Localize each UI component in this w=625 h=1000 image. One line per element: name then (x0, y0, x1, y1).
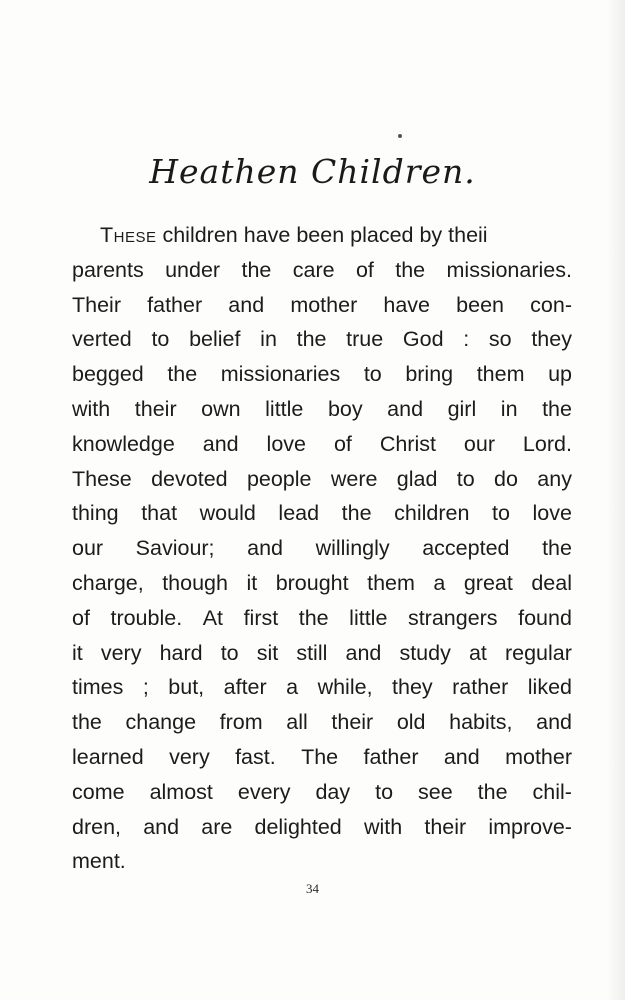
word: every (237, 779, 291, 804)
text-line-content (72, 740, 572, 775)
word: Their (72, 292, 121, 317)
word: trouble. (110, 605, 183, 630)
word: to (375, 779, 394, 804)
text-line-content (72, 670, 572, 705)
word: the (296, 327, 327, 352)
word: and (536, 710, 572, 735)
word: in (260, 327, 277, 352)
word: thing (72, 501, 119, 526)
opening-word: These (100, 223, 157, 247)
page-edge-shadow (607, 0, 625, 1000)
word: and (143, 814, 180, 839)
word: begged (72, 362, 144, 387)
word: deal (531, 570, 572, 595)
text-line (72, 810, 572, 845)
text-line (72, 844, 572, 879)
word: true (346, 327, 384, 352)
word: God (402, 327, 444, 352)
word: brought (275, 570, 349, 595)
word: the (477, 779, 508, 804)
word: still (296, 640, 328, 665)
word: own (201, 396, 241, 421)
word: with (72, 396, 111, 421)
word: all (286, 710, 308, 735)
text-line (72, 218, 572, 253)
text-line (72, 357, 572, 392)
word: improve- (488, 814, 572, 839)
word: study (399, 640, 451, 665)
word: to (456, 466, 475, 491)
word: ; (142, 675, 149, 700)
word: them (476, 362, 525, 387)
text-line-content (72, 566, 572, 601)
first-line-text: children have been placed by theii (162, 223, 488, 247)
word: the (542, 536, 572, 561)
word: the (542, 396, 572, 421)
word: glad (396, 466, 438, 491)
text-line-content (72, 810, 572, 845)
word: were (330, 466, 378, 491)
text-line (72, 601, 572, 636)
word: At (202, 605, 224, 630)
word: that (141, 501, 178, 526)
text-line-content (72, 496, 572, 531)
word: our (463, 431, 495, 456)
word: delighted (254, 814, 342, 839)
word: are (201, 814, 233, 839)
word: so (488, 327, 512, 352)
word: girl (447, 396, 477, 421)
word: first (243, 605, 279, 630)
text-line-content (72, 322, 572, 357)
word: These (72, 466, 132, 491)
text-line-content (72, 392, 572, 427)
word: love (266, 431, 306, 456)
text-line (72, 427, 572, 462)
body-paragraph (72, 218, 572, 879)
word: and (345, 640, 382, 665)
word: the (72, 710, 102, 735)
text-line (72, 531, 572, 566)
word: verted (72, 327, 132, 352)
text-line-content (72, 253, 572, 288)
word: knowledge (72, 431, 175, 456)
word: to (151, 327, 170, 352)
word: regular (504, 640, 572, 665)
text-line (72, 392, 572, 427)
word: missionaries (220, 362, 341, 387)
word: mother (290, 292, 358, 317)
word: change (125, 710, 197, 735)
text-line (72, 253, 572, 288)
text-line (72, 670, 572, 705)
word: : (463, 327, 470, 352)
word: and (247, 536, 283, 561)
word: strangers (407, 605, 498, 630)
text-line (72, 636, 572, 671)
word: in (500, 396, 518, 421)
word: almost (149, 779, 213, 804)
word: to (363, 362, 382, 387)
word: little (265, 396, 304, 421)
word: it (72, 640, 83, 665)
word: and (202, 431, 239, 456)
text-line-content (72, 427, 572, 462)
word: father (363, 744, 419, 769)
text-line (72, 740, 572, 775)
word: children (394, 501, 470, 526)
ink-speck (398, 134, 402, 138)
text-line-content (72, 705, 572, 740)
text-line (72, 775, 572, 810)
word: of (72, 605, 90, 630)
word: Saviour; (135, 536, 215, 561)
text-line-content (72, 636, 572, 671)
word: and (443, 744, 480, 769)
text-line (72, 496, 572, 531)
word: missionaries. (446, 257, 572, 282)
word: though (162, 570, 228, 595)
text-line-content (72, 775, 572, 810)
word: the (298, 605, 329, 630)
word: liked (527, 675, 572, 700)
word: would (199, 501, 256, 526)
text-line-content (72, 531, 572, 566)
word: The (301, 744, 339, 769)
word: times (72, 675, 124, 700)
word: little (349, 605, 388, 630)
word: to (492, 501, 510, 526)
word: learned (72, 744, 144, 769)
word: their (134, 396, 177, 421)
word: at (468, 640, 487, 665)
word: habits, (449, 710, 513, 735)
text-line (72, 462, 572, 497)
text-line (72, 322, 572, 357)
word: fast. (235, 744, 276, 769)
word: the (395, 257, 426, 282)
word: great (463, 570, 513, 595)
word: people (246, 466, 312, 491)
word: the (241, 257, 272, 282)
word: their (424, 814, 467, 839)
text-line-content (72, 601, 572, 636)
word: hard (159, 640, 203, 665)
word: any (537, 466, 572, 491)
word: very (100, 640, 142, 665)
word: old (396, 710, 426, 735)
word: rather (452, 675, 509, 700)
text-line-content (72, 357, 572, 392)
text-line-content: ment. (72, 849, 126, 874)
word: accepted (422, 536, 510, 561)
text-line (72, 705, 572, 740)
word: under (165, 257, 221, 282)
word: care (292, 257, 335, 282)
word: see (418, 779, 453, 804)
text-line-content (72, 462, 572, 497)
word: after (223, 675, 267, 700)
word: day (315, 779, 351, 804)
word: and (387, 396, 424, 421)
word: come (72, 779, 125, 804)
word: willingly (315, 536, 390, 561)
word: the (341, 501, 372, 526)
word: been (456, 292, 505, 317)
word: con- (530, 292, 572, 317)
word: but, (168, 675, 205, 700)
word: devoted (151, 466, 228, 491)
word: belief (189, 327, 241, 352)
word: while, (317, 675, 373, 700)
word: it (246, 570, 258, 595)
word: they (392, 675, 433, 700)
word: dren, (72, 814, 122, 839)
word: mother (505, 744, 572, 769)
word: them (367, 570, 415, 595)
word: Lord. (522, 431, 572, 456)
text-line (72, 288, 572, 323)
word: father (147, 292, 203, 317)
word: lead (278, 501, 320, 526)
word: chil- (532, 779, 572, 804)
word: of (355, 257, 374, 282)
word: charge, (72, 570, 144, 595)
word: Christ (379, 431, 436, 456)
word: boy (327, 396, 363, 421)
page-number: 34 (306, 881, 319, 896)
word: do (494, 466, 518, 491)
word: love (532, 501, 572, 526)
word: from (219, 710, 263, 735)
word: bring (405, 362, 454, 387)
word: have (383, 292, 431, 317)
text-line (72, 566, 572, 601)
word: the (167, 362, 198, 387)
word: their (331, 710, 374, 735)
text-line-content (72, 288, 572, 323)
word: to (220, 640, 239, 665)
word: with (363, 814, 403, 839)
word: parents (72, 257, 144, 282)
word: of (333, 431, 352, 456)
word: a (433, 570, 446, 595)
word: sit (256, 640, 279, 665)
chapter-title: Heathen Children. (149, 152, 476, 191)
word: up (548, 362, 572, 387)
word: and (228, 292, 265, 317)
word: very (169, 744, 210, 769)
text-line-content (100, 218, 488, 253)
word: found (518, 605, 572, 630)
word: they (531, 327, 572, 352)
word: our (72, 536, 104, 561)
word: a (286, 675, 299, 700)
